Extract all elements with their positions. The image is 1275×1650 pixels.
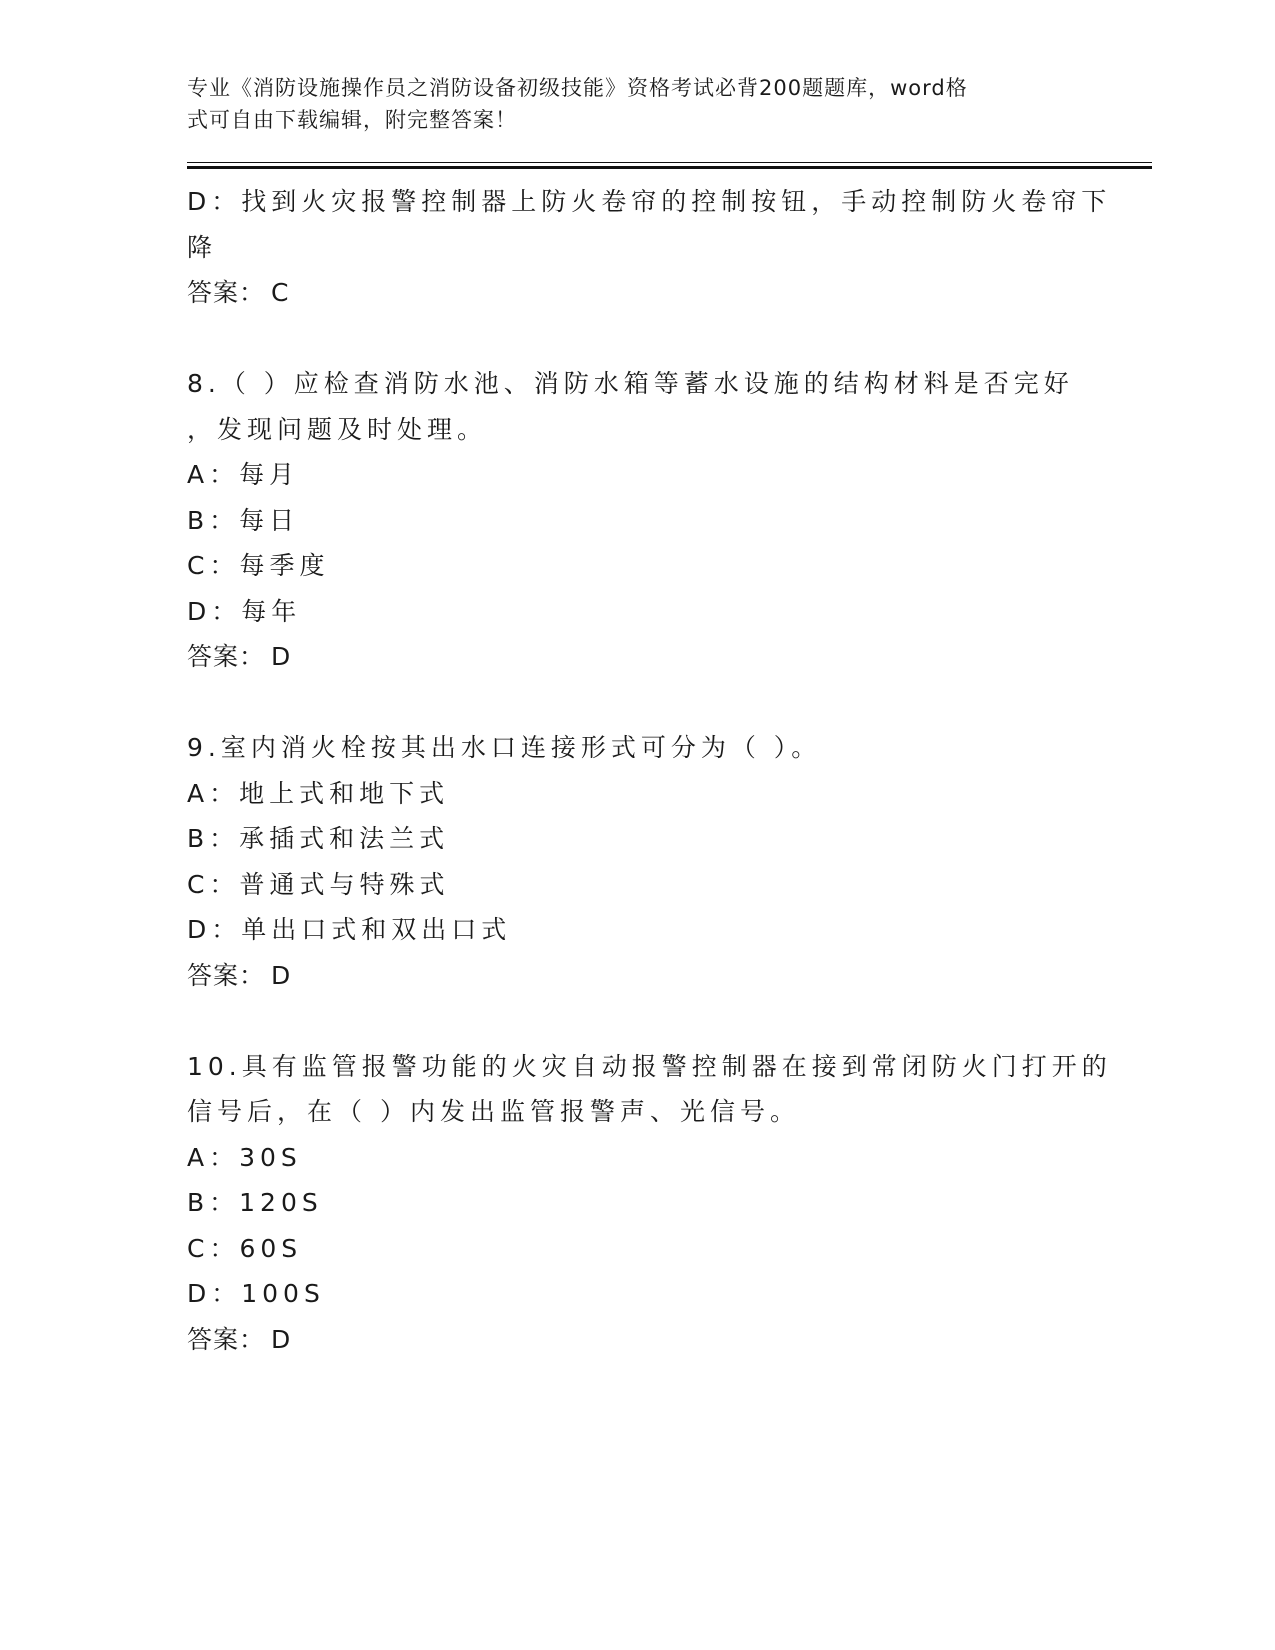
answer-label: 答案： (187, 642, 266, 671)
option-d-line-2: 降 (187, 232, 218, 262)
option-d-line-1: D：找到火灾报警控制器上防火卷帘的控制按钮，手动控制防火卷帘下 (187, 187, 1112, 216)
answer-line (187, 953, 1152, 999)
option-c: C：60S (187, 1233, 303, 1263)
answer-value: C (271, 278, 290, 307)
document-header (187, 72, 1067, 136)
header-line-2: 式可自由下载编辑，附完整答案！ (187, 108, 517, 132)
document-page (187, 72, 1152, 1362)
question-stem-line: 9.室内消火栓按其出水口连接形式可分为（ ）。 (187, 733, 822, 762)
question-content (187, 179, 1152, 1362)
question-stem-line: 10.具有监管报警功能的火灾自动报警控制器在接到常闭防火门打开的 (187, 1051, 1112, 1081)
question-block (187, 725, 1152, 998)
option-b: B：每日 (187, 505, 300, 535)
option-a: A：每月 (187, 460, 300, 489)
option-c: C：每季度 (187, 551, 330, 580)
option-d: D：每年 (187, 596, 302, 626)
question-block (187, 1044, 1152, 1363)
answer-value: D (271, 960, 292, 990)
option-a: A：地上式和地下式 (187, 778, 450, 808)
option-a: A：30S (187, 1142, 302, 1172)
option-d: D：100S (187, 1279, 325, 1308)
answer-label: 答案： (187, 278, 266, 307)
option-b: B：120S (187, 1188, 323, 1217)
option-c: C：普通式与特殊式 (187, 869, 450, 899)
answer-value: D (271, 1324, 292, 1354)
answer-line (187, 270, 1152, 316)
question-stem-line: 信号后，在（ ）内发出监管报警声、光信号。 (187, 1097, 800, 1126)
spacer (187, 998, 1152, 1044)
answer-line (187, 1317, 1152, 1363)
spacer (187, 316, 1152, 362)
question-block (187, 361, 1152, 680)
answer-line (187, 634, 1152, 680)
header-line-1: 专业《消防设施操作员之消防设备初级技能》资格考试必背200题题库，word格 (187, 76, 968, 100)
spacer (187, 680, 1152, 726)
question-stem-line: ，发现问题及时处理。 (187, 414, 488, 444)
prev-question-tail (187, 179, 1152, 316)
header-divider (187, 162, 1152, 169)
answer-label: 答案： (187, 1324, 266, 1354)
answer-value: D (271, 642, 292, 671)
answer-label: 答案： (187, 960, 266, 990)
option-d: D：单出口式和双出口式 (187, 915, 512, 944)
option-b: B：承插式和法兰式 (187, 824, 450, 853)
question-stem-line: 8.（ ）应检查消防水池、消防水箱等蓄水设施的结构材料是否完好 (187, 369, 1074, 398)
